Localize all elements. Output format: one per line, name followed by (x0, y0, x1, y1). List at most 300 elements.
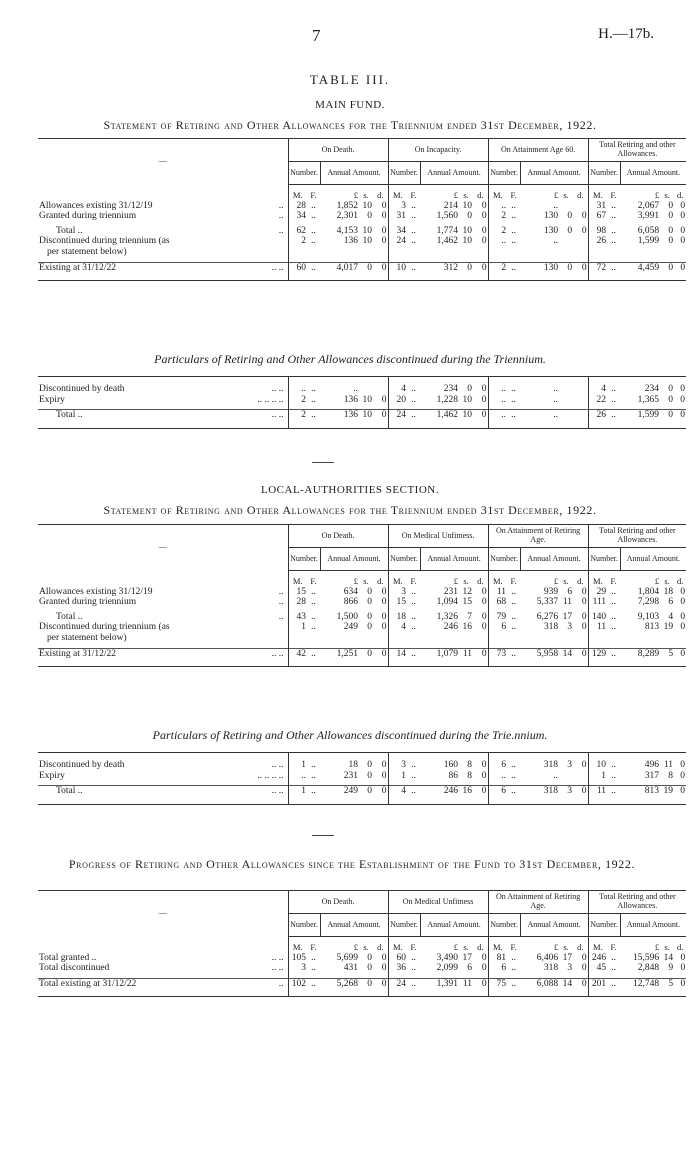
table-cell: 496 (644, 760, 659, 770)
table-cell: 813 (644, 622, 660, 633)
table-cell: .. (311, 597, 316, 608)
table-cell: 0 (373, 262, 388, 273)
number-header: Number. (288, 914, 320, 937)
unit-d: d. (377, 576, 384, 586)
table-cell: .. (611, 952, 617, 963)
leader-dots: .. .. (271, 952, 284, 963)
table-cell: 0 (680, 394, 685, 405)
table-cell: 0 (481, 963, 487, 974)
table-cell: 140 (588, 612, 607, 623)
table-cell: .. (611, 770, 616, 781)
number-header: Number. (488, 162, 520, 185)
unit-l: £ (654, 190, 660, 200)
unit-l: £ (453, 190, 459, 200)
table-cell: 4 (668, 611, 674, 622)
table-cell: 0 (680, 597, 686, 608)
table-cell: 7 (467, 611, 473, 622)
table-cell: 6 (567, 586, 573, 597)
table-cell: 6,406 (536, 952, 559, 963)
table-cell: .. (407, 786, 420, 797)
table-cell (373, 384, 388, 395)
table-cell: 5,958 (520, 648, 559, 659)
group-header-g1: On Death. (288, 525, 388, 548)
table-cell: 11 (459, 978, 473, 989)
table-row (38, 978, 686, 989)
table-cell: .. (553, 394, 558, 405)
table-cell: .. (411, 622, 416, 633)
unit-d: d. (477, 942, 484, 952)
table-cell: 0 (567, 225, 573, 236)
table-cell: 0 (674, 262, 686, 273)
unit-s: s. (563, 942, 569, 952)
table-cell: .. (288, 771, 307, 782)
table-cell: 0 (481, 952, 487, 963)
table-cell: .. (411, 384, 416, 394)
table-cell: .. (507, 262, 520, 273)
table-cell: .. (511, 236, 516, 247)
unit-l: £ (553, 576, 559, 586)
table-cell: 6 (668, 597, 674, 608)
table-cell: 0 (481, 384, 487, 394)
table-cell (559, 395, 573, 406)
unit-d: d. (577, 190, 584, 200)
table-cell: .. (411, 394, 416, 405)
table-cell: 16 (462, 622, 473, 633)
table-cell: .. (511, 963, 516, 974)
table-cell: .. (611, 586, 616, 597)
table-cell: 431 (343, 963, 358, 974)
table-cell: .. (488, 201, 507, 212)
table-cell: .. (611, 597, 616, 608)
table-cell: .. (553, 236, 559, 247)
table-cell: .. (511, 394, 516, 405)
row-label: Existing at 31/12/22 (39, 648, 117, 659)
row-label-continued: per statement below) (47, 247, 127, 258)
table-cell: 72 (588, 262, 607, 273)
table-cell: .. (553, 200, 559, 211)
group-header-g4: Total Retiring and other Allowances. (588, 139, 686, 162)
table-cell: .. (511, 211, 516, 222)
table-cell: 0 (680, 200, 686, 211)
table-cell: 1 (588, 771, 607, 782)
table-cell: 1,462 (436, 236, 459, 247)
table-cell: .. (411, 586, 416, 597)
table-cell: 20 (388, 395, 407, 406)
table-cell: 75 (488, 978, 507, 989)
page-header (0, 26, 700, 46)
leader-dots: .. (278, 978, 284, 989)
unit-s: s. (363, 190, 369, 200)
table-cell: 0 (660, 410, 674, 421)
row-label-continued: per statement below) (47, 633, 127, 644)
unit-s: s. (563, 576, 569, 586)
table-cell: 0 (381, 963, 387, 974)
table-cell: 0 (381, 622, 387, 633)
table-cell: 0 (481, 597, 487, 608)
leader-dots: .. .. (271, 760, 284, 770)
unit-l: £ (553, 190, 559, 200)
unit-m: M. (288, 571, 307, 587)
table-cell (559, 201, 573, 212)
table-cell: 0 (680, 952, 686, 963)
table-cell: 2,067 (637, 200, 660, 211)
unit-f: F. (610, 576, 617, 586)
number-header: Number. (488, 548, 520, 571)
table-cell: 0 (381, 597, 387, 608)
unit-s: s. (463, 190, 469, 200)
table-cell: 2 (488, 211, 507, 222)
table-cell: 0 (581, 622, 587, 633)
table-cell: .. (411, 611, 416, 622)
table-cell: 36 (388, 963, 407, 974)
table-cell: 0 (573, 978, 588, 989)
unit-m: M. (588, 185, 607, 201)
group-header-g1: On Death. (288, 139, 388, 162)
row-label: Granted during triennium (39, 211, 137, 222)
table-cell: 3 (388, 760, 407, 771)
table-row (38, 648, 686, 659)
unit-f: F. (410, 942, 417, 952)
table-row (38, 612, 686, 623)
table-cell: 0 (481, 586, 487, 597)
table-cell: .. (607, 786, 620, 797)
table-cell: .. (311, 963, 316, 974)
row-label: Total existing at 31/12/22 (39, 978, 137, 989)
table-cell: 2 (488, 262, 507, 273)
table-cell: 79 (488, 612, 507, 623)
table-cell: 1,599 (637, 236, 660, 247)
table-cell: .. (607, 410, 620, 421)
table-cell: 0 (674, 410, 686, 421)
table-cell: 5 (660, 648, 674, 659)
row-label-header: — (38, 139, 288, 185)
unit-s: s. (463, 576, 469, 586)
table-cell: 0 (581, 952, 587, 963)
table-cell: 10 (359, 410, 373, 421)
table-cell: .. (607, 262, 620, 273)
table-cell: .. (488, 384, 507, 395)
table-cell: .. (511, 384, 516, 394)
table-cell: .. (611, 394, 616, 405)
unit-m: M. (288, 937, 307, 953)
table-cell: 5,699 (336, 952, 358, 963)
section-separator (312, 462, 334, 463)
table-cell: 0 (373, 648, 388, 659)
unit-l: £ (353, 190, 358, 200)
table-cell: 0 (381, 394, 387, 405)
progress-table (38, 890, 686, 997)
table-cell: .. (507, 786, 520, 797)
table-cell: 0 (381, 225, 387, 236)
table-cell: 0 (680, 770, 685, 781)
table-cell: .. (611, 211, 616, 222)
table-cell: 0 (481, 394, 487, 405)
table-cell: 15 (288, 587, 307, 598)
table-cell: 11 (488, 587, 507, 598)
table-cell: 4 (388, 622, 407, 643)
table-cell: 2 (288, 236, 307, 257)
table-cell: 1,365 (637, 394, 659, 405)
unit-s: s. (664, 942, 670, 952)
unit-l: £ (353, 576, 358, 586)
table-title: TABLE III. (309, 72, 391, 87)
table-cell: 1,462 (420, 410, 459, 421)
unit-s: s. (664, 190, 670, 200)
table-cell: 1,251 (320, 648, 359, 659)
table-cell: 312 (420, 262, 459, 273)
table-row (38, 395, 686, 406)
table-cell: 0 (481, 200, 487, 211)
table-cell: 0 (481, 211, 487, 222)
amount-header: Annual Amount. (520, 162, 588, 185)
table-cell: 0 (674, 786, 686, 797)
table-cell: 8 (668, 770, 673, 781)
table-cell: .. (511, 611, 516, 622)
table-row (38, 262, 686, 273)
table-cell: 17 (562, 611, 573, 622)
table-cell: 0 (381, 236, 387, 247)
table-cell: .. (507, 648, 520, 659)
row-label: Discontinued by death (39, 760, 125, 770)
table-row (38, 410, 686, 421)
table-cell: .. (411, 952, 416, 963)
table-cell: 68 (488, 597, 507, 608)
table-cell: .. (611, 384, 616, 394)
unit-l: £ (553, 942, 559, 952)
table-cell: 6 (488, 760, 507, 771)
table-cell: 0 (381, 952, 387, 963)
row-label-header: — (38, 891, 288, 937)
table-cell: 3 (567, 622, 573, 633)
amount-header: Annual Amount. (320, 162, 388, 185)
local-authorities-particulars-table (38, 752, 686, 805)
leader-dots: .. (278, 586, 284, 597)
table-cell: .. (611, 963, 617, 974)
table-cell: 10 (462, 225, 473, 236)
row-label-header: — (38, 525, 288, 571)
table-cell: .. (511, 586, 516, 597)
table-cell: 0 (668, 384, 673, 394)
table-cell: 0 (367, 760, 372, 770)
table-cell: 6,088 (520, 978, 559, 989)
amount-header: Annual Amount. (420, 914, 488, 937)
main-fund-table (38, 138, 686, 281)
table-cell: 3 (567, 963, 573, 974)
table-cell: 0 (481, 770, 487, 781)
row-label: Expiry (39, 770, 65, 781)
table-cell: 0 (381, 200, 387, 211)
table-cell: 3 (288, 963, 307, 974)
unit-d: d. (377, 190, 384, 200)
row-label: Expiry (39, 394, 65, 405)
unit-l: £ (353, 942, 358, 952)
table-cell: 0 (668, 200, 674, 211)
table-cell: .. (511, 952, 516, 963)
table-cell: 0 (359, 262, 373, 273)
table-cell (559, 384, 573, 395)
table-cell: 14 (559, 978, 573, 989)
table-row (38, 953, 686, 964)
row-label: Total granted .. (39, 952, 97, 963)
table-cell: 0 (367, 963, 372, 974)
table-cell: .. (311, 236, 316, 247)
table-row (38, 236, 686, 257)
table-cell: 4,017 (320, 262, 359, 273)
table-cell: 0 (359, 978, 373, 989)
group-header-g3: On Attainment Age 60. (488, 139, 588, 162)
row-label: Existing at 31/12/22 (39, 262, 117, 273)
table-cell: 5 (660, 978, 674, 989)
amount-header: Annual Amount. (620, 162, 686, 185)
table-cell: 4 (588, 384, 607, 395)
table-cell: 317 (644, 770, 659, 781)
table-cell: .. (411, 770, 416, 781)
amount-header: Annual Amount. (320, 548, 388, 571)
unit-s: s. (363, 942, 369, 952)
amount-header: Annual Amount. (320, 914, 388, 937)
table-cell: .. (511, 225, 516, 236)
table-cell: 246 (588, 953, 607, 964)
table-cell: 130 (543, 211, 559, 222)
table-cell: 136 (343, 236, 358, 247)
table-cell: 249 (320, 786, 359, 797)
unit-d: d. (676, 190, 684, 200)
section-separator (312, 835, 334, 836)
table-cell: .. (411, 225, 416, 236)
group-header-g2: On Medical Unfitness. (388, 525, 488, 548)
table-cell: .. (507, 410, 520, 421)
table-cell: 0 (581, 611, 587, 622)
table-cell: 5,337 (536, 597, 559, 608)
table-cell: 214 (443, 200, 459, 211)
table-cell: 0 (381, 211, 387, 222)
table-cell: 19 (660, 786, 674, 797)
table-cell: 0 (367, 597, 372, 608)
main-fund-particulars-table (38, 376, 686, 429)
table-cell: 0 (680, 586, 686, 597)
document-reference: H.—17b. (598, 26, 654, 42)
table-cell: .. (488, 771, 507, 782)
statement-title-local: Statement of Retiring and Other Allowances for the Triennium ended 31st December, 1922. (103, 503, 597, 517)
group-header-g2: On Medical Unfitness (388, 891, 488, 914)
table-cell: 1,228 (436, 394, 458, 405)
table-cell: 0 (473, 648, 488, 659)
unit-d: d. (577, 576, 584, 586)
table-cell: 0 (668, 211, 674, 222)
table-cell: 28 (288, 201, 307, 212)
table-cell: 62 (288, 226, 307, 237)
row-label: Discontinued by death (39, 384, 125, 394)
table-cell: .. (611, 225, 616, 236)
unit-m: M. (488, 571, 507, 587)
table-cell: 10 (362, 225, 372, 236)
leader-dots: .. (278, 225, 284, 236)
table-cell (573, 771, 588, 782)
table-cell: 3 (559, 786, 573, 797)
table-cell: 18 (663, 586, 674, 597)
table-cell: 634 (343, 586, 358, 597)
table-cell: 9 (668, 963, 674, 974)
table-cell: 18 (388, 612, 407, 623)
amount-header: Annual Amount. (520, 548, 588, 571)
unit-f: F. (610, 190, 617, 200)
leader-dots: .. .. (271, 648, 284, 659)
table-cell: .. (411, 211, 416, 222)
table-cell: .. (311, 200, 316, 211)
table-cell: 0 (573, 648, 588, 659)
table-cell: 0 (567, 211, 573, 222)
table-cell: 1,094 (436, 597, 459, 608)
row-label: Total .. (56, 410, 83, 421)
table-cell: 14 (559, 648, 573, 659)
table-cell: 10 (388, 262, 407, 273)
table-cell: 67 (588, 211, 607, 222)
table-cell (573, 395, 588, 406)
group-header-g3: On Attainment of Retiring Age. (488, 891, 588, 914)
number-header: Number. (388, 548, 420, 571)
unit-l: £ (654, 942, 660, 952)
unit-f: F. (610, 942, 617, 952)
table-cell: 24 (388, 978, 407, 989)
group-header-g4: Total Retiring and other Allowances. (588, 525, 686, 548)
unit-f: F. (310, 190, 317, 200)
table-cell: 14 (663, 952, 674, 963)
table-cell: 0 (373, 978, 388, 989)
table-cell: 19 (663, 622, 674, 633)
table-cell: 1 (288, 760, 307, 771)
number-header: Number. (588, 548, 620, 571)
table-cell: .. (407, 648, 420, 659)
table-cell: 17 (562, 952, 573, 963)
unit-m: M. (288, 185, 307, 201)
table-row (38, 201, 686, 212)
table-cell: .. (307, 786, 320, 797)
table-cell: 0 (367, 211, 372, 222)
unit-s: s. (563, 190, 569, 200)
table-cell: 9,103 (637, 611, 660, 622)
table-cell: .. (411, 200, 416, 211)
table-cell: 12,748 (620, 978, 660, 989)
table-cell: 129 (588, 648, 607, 659)
table-cell: 31 (588, 201, 607, 212)
table-cell: 102 (288, 978, 307, 989)
table-cell: 0 (680, 236, 686, 247)
number-header: Number. (588, 914, 620, 937)
table-cell: 12 (462, 586, 473, 597)
table-cell: 0 (481, 236, 487, 247)
table-cell: 24 (388, 236, 407, 257)
table-cell: 231 (443, 586, 459, 597)
table-row (38, 384, 686, 395)
unit-m: M. (388, 937, 407, 953)
table-cell: .. (311, 394, 316, 405)
table-cell: 60 (388, 953, 407, 964)
table-cell: 16 (459, 786, 473, 797)
table-cell: 15 (462, 597, 473, 608)
table-row (38, 760, 686, 771)
table-cell: .. (411, 760, 416, 770)
table-cell: .. (611, 200, 616, 211)
table-cell: 1 (288, 786, 307, 797)
table-cell: .. (307, 978, 320, 989)
leader-dots: .. (278, 200, 284, 211)
table-row (38, 211, 686, 222)
table-cell: 246 (443, 622, 459, 633)
table-cell: 0 (680, 384, 685, 394)
table-cell: 34 (288, 211, 307, 222)
table-cell: 0 (680, 211, 686, 222)
number-header: Number. (288, 548, 320, 571)
